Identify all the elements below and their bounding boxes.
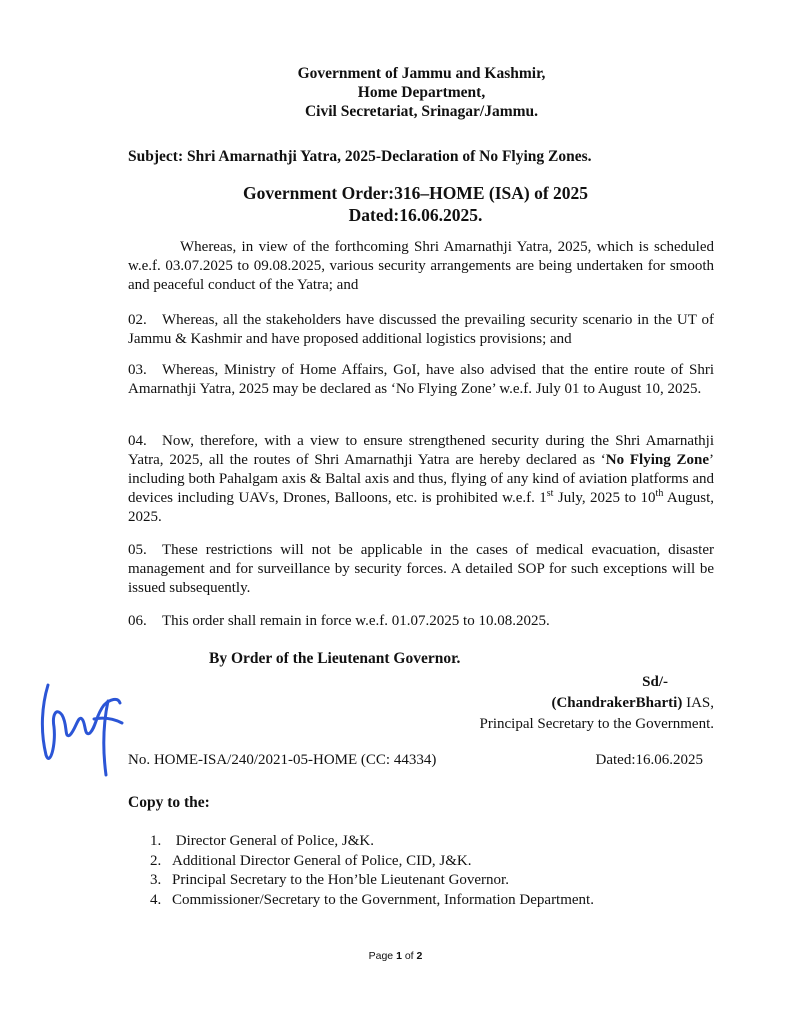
paragraph-4-text-b: ’ including both Pahalgam axis & Baltal axis and thus, flying of any kind of aviation platforms and devices including UAVs, Drones, Balloons, etc. is prohibited w.e.f. 1	[128, 452, 714, 506]
reference-row	[128, 752, 703, 769]
paragraph-4-text-d: August, 2025.	[128, 490, 714, 525]
list-item	[150, 832, 594, 852]
list-item-number: 2.	[150, 852, 162, 869]
page-total: 2	[416, 950, 423, 962]
letterhead-line-3: Civil Secretariat, Srinagar/Jammu.	[304, 103, 539, 120]
signatory-block	[479, 672, 714, 735]
signatory-name: (ChandrakerBharti)	[551, 695, 683, 711]
paragraph-4-text-a: Now, therefore, with a view to ensure strengthened security during the Shri Amarnathji Yatra, 2025, all the routes of Shri Amarnathji Yatra are hereby declared as ‘	[128, 433, 714, 468]
paragraph-6	[128, 612, 714, 631]
paragraph-3-number: 03.	[128, 362, 147, 378]
order-heading	[0, 182, 791, 226]
paragraph-6-text: This order shall remain in force w.e.f. 01.07.2025 to 10.08.2025.	[162, 613, 550, 629]
list-item	[150, 871, 594, 891]
list-item-number: 3.	[150, 872, 162, 888]
ordinal-st: st	[546, 488, 554, 499]
list-item-text: Principal Secretary to the Hon’ble Lieutenant Governor.	[172, 872, 509, 888]
paragraph-2-text: Whereas, all the stakeholders have discussed the prevailing security scenario in the UT of Jammu & Kashmir and have proposed additional logistics provisions; and	[128, 312, 714, 347]
paragraph-5	[128, 541, 714, 598]
paragraph-4	[128, 432, 714, 527]
handwritten-signature	[34, 675, 124, 785]
copy-to-list	[150, 832, 594, 910]
letterhead	[0, 64, 791, 121]
by-order-line: By Order of the Lieutenant Governor.	[209, 650, 461, 667]
paragraph-2	[128, 311, 714, 349]
paragraph-1-text: Whereas, in view of the forthcoming Shri Amarnathji Yatra, 2025, which is scheduled w.e.f. 03.07.2025 to 09.08.2025, various security arrangements are being undertaken for smooth and peaceful conduct of the Yatra; and	[128, 239, 714, 293]
reference-date: Dated:16.06.2025	[595, 752, 703, 768]
list-item-text: Commissioner/Secretary to the Government, Information Department.	[172, 891, 594, 908]
list-item-text: Additional Director General of Police, CID, J&K.	[172, 852, 472, 869]
ordinal-th: th	[655, 488, 664, 499]
list-item	[150, 852, 594, 872]
signatory-name-line	[479, 693, 714, 714]
list-item-text: Director General of Police, J&K.	[172, 833, 375, 849]
subject-line: Subject: Shri Amarnathji Yatra, 2025-Declaration of No Flying Zones.	[128, 148, 592, 165]
letterhead-line-2: Home Department,	[357, 84, 486, 101]
list-item-number: 1.	[150, 833, 162, 849]
copy-to-heading: Copy to the:	[128, 794, 210, 811]
letterhead-line-1: Government of Jammu and Kashmir,	[297, 65, 546, 82]
paragraph-2-number: 02.	[128, 312, 147, 328]
no-flying-zone-emphasis: No Flying Zone	[605, 452, 709, 468]
order-dated: Dated:16.06.2025.	[348, 205, 483, 225]
page-footer	[0, 950, 791, 962]
paragraph-5-text: These restrictions will not be applicable in the cases of medical evacuation, disaster management and for surveillance by security forces. A detailed SOP for such exceptions will be issued subsequently.	[128, 542, 714, 596]
paragraph-4-text-c: July, 2025 to 10	[553, 490, 656, 506]
paragraph-3-text: Whereas, Ministry of Home Affairs, GoI, have also advised that the entire route of Shri Amarnathji Yatra, 2025 may be declared as ‘No Flying Zone’ w.e.f. July 01 to August 10, 2025.	[128, 362, 714, 397]
page-number: 1	[396, 950, 402, 962]
paragraph-5-number: 05.	[128, 542, 147, 558]
signatory-designation: Principal Secretary to the Government.	[479, 716, 714, 732]
list-item	[150, 891, 594, 911]
list-item-number: 4.	[150, 891, 162, 908]
paragraph-4-number: 04.	[128, 433, 147, 449]
paragraph-1	[128, 238, 714, 295]
paragraph-6-number: 06.	[128, 613, 147, 629]
page-of-label: of	[401, 950, 417, 962]
paragraph-3	[128, 361, 714, 399]
page-label: Page	[368, 950, 397, 962]
signed-mark: Sd/-	[642, 674, 668, 690]
order-title: Government Order:316–HOME (ISA) of 2025	[242, 183, 589, 203]
signatory-suffix: IAS,	[682, 695, 714, 711]
reference-number: No. HOME-ISA/240/2021-05-HOME (CC: 44334)	[128, 752, 437, 768]
